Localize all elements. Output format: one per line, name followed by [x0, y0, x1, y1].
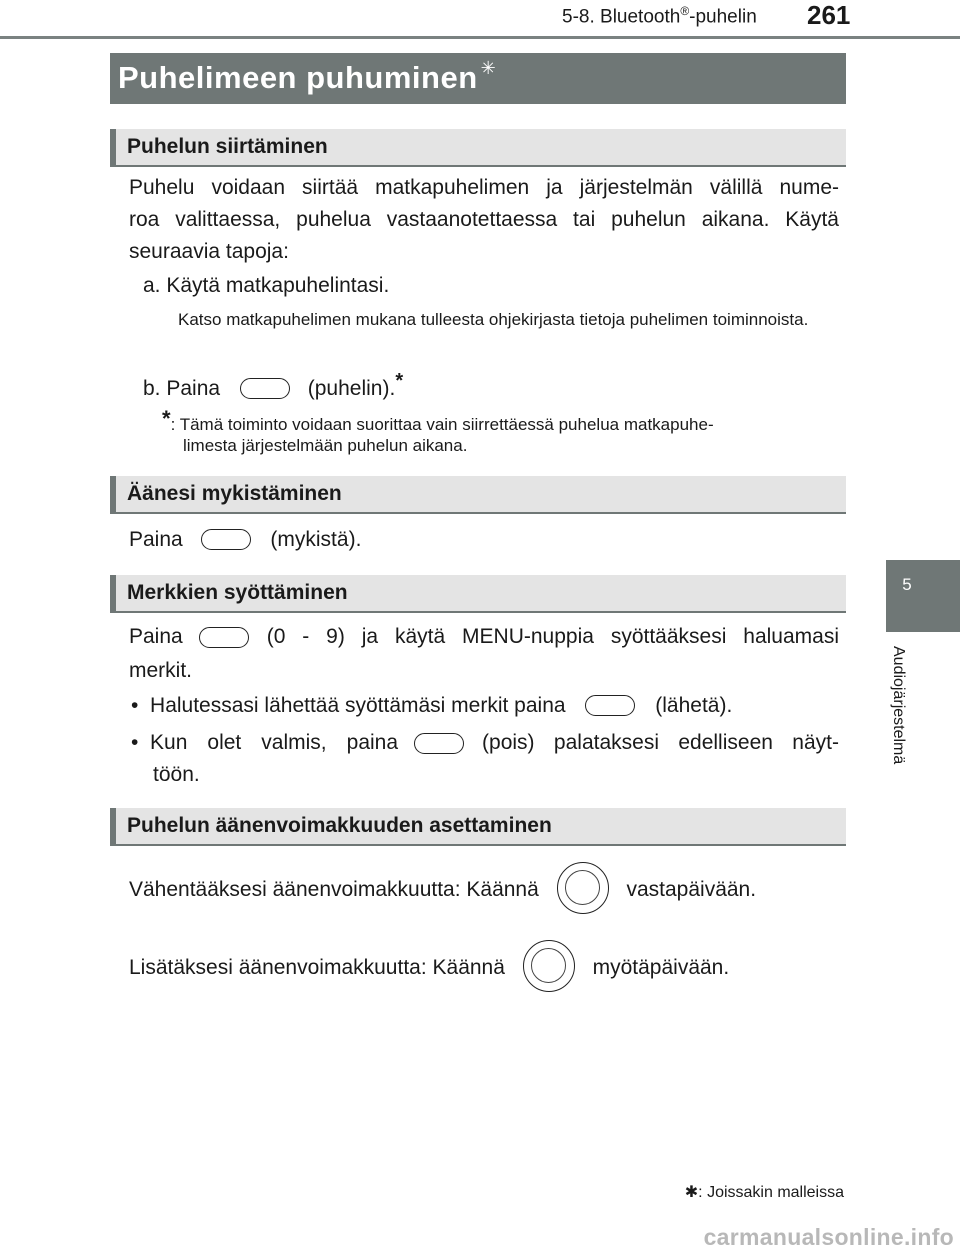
model-footnote: ✱: Joissakin malleissa [684, 1184, 844, 1201]
section-marker [110, 575, 116, 611]
volume-up-instruction: Lisätäksesi äänenvoimakkuutta: Käännä myötäpäivään. [129, 940, 729, 992]
volume-knob-icon [557, 862, 609, 914]
chars-instruction-line1: Paina (0 - 9) ja käytä MENU-nuppia syöttääksesi haluamasi [129, 625, 839, 648]
transfer-intro-line1: Puhelu voidaan siirtää matkapuhelimen ja järjestelmän välillä nume- [129, 176, 839, 199]
mute-button-icon [201, 529, 251, 550]
section-heading-mute: Äänesi mykistäminen [110, 476, 846, 514]
number-buttons-icon [199, 627, 249, 648]
section-marker [110, 129, 116, 165]
chars-bullet-exit-line2: töön. [153, 763, 200, 786]
page-title: Puhelimeen puhuminen ✳ [118, 58, 497, 95]
chapter-label: Audiojärjestelmä [890, 646, 907, 765]
section-marker [110, 808, 116, 844]
chars-instruction-line2: merkit. [129, 659, 192, 682]
section-header: 5-8. Bluetooth®-puhelin [562, 4, 757, 28]
send-button-icon [585, 695, 635, 716]
section-marker [110, 476, 116, 512]
chapter-tab[interactable] [886, 560, 960, 632]
page-number: 261 [807, 0, 851, 30]
section-heading-characters: Merkkien syöttäminen [110, 575, 846, 613]
watermark: carmanualsonline.info [703, 1224, 954, 1250]
asterisk-mark: ✳ [480, 58, 497, 78]
header-rule [0, 36, 960, 39]
volume-knob-icon [523, 940, 575, 992]
volume-down-instruction: Vähentääksesi äänenvoimakkuutta: Käännä vastapäivään. [129, 862, 756, 914]
mute-instruction: Paina (mykistä). [129, 528, 362, 551]
phone-button-icon [240, 378, 290, 399]
option-a: a. Käytä matkapuhelintasi. [143, 274, 390, 297]
chars-bullet-exit: • Kun olet valmis, paina (pois) palataksesi edelliseen näyt- [131, 731, 839, 754]
transfer-intro-line3: seuraavia tapoja: [129, 240, 289, 263]
exit-button-icon [414, 733, 464, 754]
option-b-footnote: *: Tämä toiminto voidaan suorittaa vain siirrettäessä puhelua matkapuhe- [162, 406, 714, 434]
chars-bullet-send: • Halutessasi lähettää syöttämäsi merkit paina (lähetä). [131, 694, 733, 717]
transfer-intro-line2: roa valittaessa, puhelua vastaanotettaessa tai puhelun aikana. Käytä [129, 208, 839, 231]
option-b-footnote-line2: limesta järjestelmään puhelun aikana. [183, 436, 468, 455]
option-b: b. Paina (puhelin).* [143, 370, 404, 400]
chapter-number: 5 [902, 575, 912, 594]
section-heading-volume: Puhelun äänenvoimakkuuden asettaminen [110, 808, 846, 846]
option-a-note: Katso matkapuhelimen mukana tulleesta ohjekirjasta tietoja puhelimen toiminnoista. [178, 310, 809, 329]
section-heading-transfer: Puhelun siirtäminen [110, 129, 846, 167]
